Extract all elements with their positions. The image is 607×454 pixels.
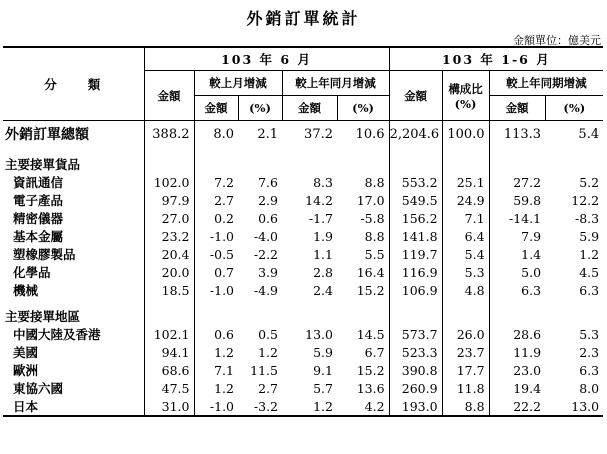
spacer-cell (545, 147, 603, 155)
table-cell: 37.2 (304, 126, 333, 142)
region-row (3, 343, 603, 361)
row-label: 美國 (3, 343, 144, 361)
region-row (3, 397, 603, 416)
table-cell: 14.5 (337, 325, 389, 343)
table-cell: 6.3 (579, 282, 600, 298)
total-row (3, 121, 603, 148)
spacer-cell (194, 147, 238, 155)
table-cell: -1.0 (194, 397, 238, 416)
table-cell: 1.2 (282, 397, 337, 416)
table-cell: 26.0 (442, 325, 489, 343)
table-cell (238, 155, 282, 173)
table-cell (389, 155, 442, 173)
spacer-cell (144, 299, 194, 307)
table-cell: 2.7 (258, 380, 278, 396)
spacer-cell (489, 299, 545, 307)
spacer-row (3, 147, 603, 155)
ytd-amount-header: 金額 (389, 71, 442, 121)
table-cell: 13.0 (305, 326, 333, 342)
table-cell (442, 155, 489, 173)
table-cell: 11.8 (442, 379, 489, 397)
table-cell: 1.4 (521, 246, 542, 262)
table-cell: 5.9 (313, 344, 333, 360)
table-cell: 523.3 (389, 343, 442, 361)
spacer-cell (238, 147, 282, 155)
table-cell: 2,204.6 (389, 121, 442, 148)
row-label: 塑橡膠製品 (3, 245, 144, 263)
row-label: 精密儀器 (3, 209, 144, 227)
row-label: 歐洲 (3, 361, 144, 379)
table-cell: 2.9 (258, 192, 278, 208)
table-cell: 553.2 (389, 173, 442, 191)
table-cell: 1.1 (313, 246, 333, 262)
table-cell: 5.2 (579, 174, 600, 190)
region-row (3, 325, 603, 343)
table-cell: 1.9 (313, 228, 333, 244)
unit-note: 金額單位：億美元 (513, 34, 601, 47)
table-cell: 16.4 (337, 263, 389, 281)
table-cell: 22.2 (489, 397, 545, 416)
spacer-cell (282, 299, 337, 307)
ytd-amount-subheader: 金額 (489, 96, 545, 121)
table-cell: 1.2 (258, 344, 278, 360)
table-cell: 97.9 (144, 191, 194, 209)
spacer-row (3, 299, 603, 307)
spacer-cell (442, 299, 489, 307)
table-cell: 8.0 (213, 126, 234, 142)
table-cell: 5.5 (337, 245, 389, 263)
table-cell: 5.3 (579, 326, 600, 342)
table-cell: 13.6 (337, 379, 389, 397)
spacer-cell (489, 147, 545, 155)
table-cell: -4.9 (253, 282, 278, 298)
table-cell: 8.8 (442, 397, 489, 416)
period1-header: 103 年 6 月 (144, 47, 389, 71)
goods-row (3, 173, 603, 191)
table-cell: -5.8 (337, 209, 389, 227)
table-cell: 28.6 (513, 326, 542, 342)
table-cell: -1.0 (209, 228, 234, 244)
ytd-yoy-header: 較上年同期增減 (489, 71, 603, 96)
table-cell: 20.4 (144, 245, 194, 263)
yoy-amount-subheader: 金額 (282, 96, 337, 121)
table-cell: 106.9 (389, 281, 442, 299)
table-cell: 2.1 (257, 126, 278, 142)
table-cell: -1.0 (209, 282, 234, 298)
table-cell: 59.8 (513, 192, 542, 208)
table-cell: -0.5 (209, 246, 234, 262)
table-cell: 6.7 (337, 343, 389, 361)
table-cell: 1.2 (214, 344, 234, 360)
row-label: 中國大陸及香港 (3, 325, 144, 343)
table-cell: 68.6 (144, 361, 194, 379)
table-cell: 2.8 (313, 264, 333, 280)
yoy-pct-subheader: (%) (337, 96, 389, 121)
table-cell: -1.7 (308, 210, 333, 226)
share-header: 構成比 (%) (442, 71, 489, 121)
table-cell: 5.3 (442, 263, 489, 281)
page-title: 外銷訂單統計 (246, 9, 361, 28)
table-cell: 7.9 (521, 228, 542, 244)
spacer-cell (238, 299, 282, 307)
goods-section-title (3, 155, 603, 173)
table-cell: 25.1 (442, 173, 489, 191)
table-cell: 24.9 (442, 191, 489, 209)
goods-row (3, 281, 603, 299)
table-cell: 2.3 (579, 344, 600, 360)
goods-row (3, 191, 603, 209)
table-cell (337, 155, 389, 173)
mom-amount-subheader: 金額 (194, 96, 238, 121)
table-cell: 94.1 (144, 343, 194, 361)
table-cell: 4.2 (337, 397, 389, 416)
table-cell (489, 155, 545, 173)
spacer-cell (442, 147, 489, 155)
table-cell: 0.5 (258, 326, 278, 342)
table-cell: 7.1 (442, 209, 489, 227)
table-cell: 17.7 (442, 361, 489, 379)
spacer-cell (282, 147, 337, 155)
ytd-pct-subheader: (%) (545, 96, 603, 121)
spacer-cell (3, 147, 144, 155)
table-cell: 0.2 (214, 210, 234, 226)
table-cell: 6.3 (521, 282, 542, 298)
table-cell: 7.6 (258, 174, 278, 190)
row-label: 東協六國 (3, 379, 144, 397)
table-cell: 260.9 (389, 379, 442, 397)
table-cell: 141.8 (389, 227, 442, 245)
table-cell: 11.5 (250, 362, 278, 378)
table-cell: -3.2 (238, 397, 282, 416)
yoy-header: 較上年同月增減 (282, 71, 389, 96)
spacer-cell (545, 299, 603, 307)
table-cell (337, 307, 389, 325)
table-cell: -2.2 (253, 246, 278, 262)
table-cell: 19.4 (513, 380, 542, 396)
period2-header: 103 年 1-6 月 (389, 47, 603, 71)
table-cell: 8.3 (313, 174, 333, 190)
table-cell: 5.0 (521, 264, 542, 280)
table-cell (282, 155, 337, 173)
export-orders-table (3, 46, 603, 417)
row-label: 外銷訂單總額 (3, 121, 144, 148)
table-cell: 1.2 (579, 246, 600, 262)
table-cell (545, 155, 603, 173)
table-cell: 11.9 (513, 344, 542, 360)
spacer-cell (337, 147, 389, 155)
table-cell: 5.4 (578, 126, 600, 142)
row-label: 化學品 (3, 263, 144, 281)
category-header: 分 類 (3, 47, 144, 121)
table-cell: 0.7 (214, 264, 234, 280)
amount-header: 金額 (144, 71, 194, 121)
row-label: 基本金屬 (3, 227, 144, 245)
table-cell: 18.5 (144, 281, 194, 299)
spacer-cell (337, 299, 389, 307)
spacer-cell (389, 299, 442, 307)
table-cell: 2.4 (313, 282, 333, 298)
table-cell (389, 307, 442, 325)
region-row (3, 361, 603, 379)
table-cell (489, 307, 545, 325)
table-cell: 102.1 (144, 325, 194, 343)
table-cell: -8.3 (575, 210, 600, 226)
table-cell: 6.4 (442, 227, 489, 245)
mom-header: 較上月增減 (194, 71, 282, 96)
table-cell (144, 307, 194, 325)
table-cell (194, 155, 238, 173)
table-cell: 23.0 (513, 362, 542, 378)
row-label: 日本 (3, 397, 144, 416)
table-cell: 17.0 (337, 191, 389, 209)
table-cell: 116.9 (389, 263, 442, 281)
table-cell: 3.9 (258, 264, 278, 280)
table-cell: 23.7 (442, 343, 489, 361)
table-cell: 113.3 (503, 126, 542, 142)
table-cell: 4.5 (579, 264, 600, 280)
spacer-cell (3, 299, 144, 307)
table-cell: 7.1 (214, 362, 234, 378)
table-cell: 13.0 (545, 397, 603, 416)
goods-row (3, 209, 603, 227)
table-cell: 12.2 (571, 192, 600, 208)
spacer-cell (194, 299, 238, 307)
regions-section-title (3, 307, 603, 325)
table-cell (144, 155, 194, 173)
table-cell: 6.3 (579, 362, 600, 378)
table-cell: 119.7 (389, 245, 442, 263)
table-cell: 5.7 (313, 380, 333, 396)
table-cell (238, 307, 282, 325)
mom-pct-subheader: (%) (238, 96, 282, 121)
table-cell (545, 307, 603, 325)
table-cell: 2.7 (214, 192, 234, 208)
row-label: 機械 (3, 281, 144, 299)
table-cell: -4.0 (253, 228, 278, 244)
table-cell: 15.2 (337, 361, 389, 379)
table-cell: 100.0 (442, 121, 489, 148)
table-cell: 390.8 (389, 361, 442, 379)
table-cell: 7.2 (214, 174, 234, 190)
table-cell: 9.1 (313, 362, 333, 378)
table-cell (442, 307, 489, 325)
table-cell: 27.0 (144, 209, 194, 227)
row-label: 電子產品 (3, 191, 144, 209)
table-cell: 5.9 (579, 228, 600, 244)
table-cell: 23.2 (144, 227, 194, 245)
table-cell: 20.0 (144, 263, 194, 281)
table-cell: 388.2 (144, 121, 194, 148)
table-cell: 8.8 (337, 227, 389, 245)
table-cell: 549.5 (389, 191, 442, 209)
row-label: 主要接單貨品 (3, 155, 144, 173)
table-cell: 10.6 (337, 121, 389, 148)
table-cell: 15.2 (337, 281, 389, 299)
table-cell: 573.7 (389, 325, 442, 343)
table-cell: 27.2 (513, 174, 542, 190)
table-cell: 0.6 (214, 326, 234, 342)
table-cell: 4.8 (442, 281, 489, 299)
table-cell: 5.4 (442, 245, 489, 263)
table-cell: 0.6 (258, 210, 278, 226)
table-cell: 156.2 (389, 209, 442, 227)
table-cell: 47.5 (144, 379, 194, 397)
table-cell: -14.1 (509, 210, 542, 226)
row-label: 主要接單地區 (3, 307, 144, 325)
goods-row (3, 245, 603, 263)
table-cell: 102.0 (144, 173, 194, 191)
table-cell: 8.0 (579, 380, 600, 396)
table-cell: 14.2 (305, 192, 333, 208)
table-cell: 193.0 (389, 397, 442, 416)
region-row (3, 379, 603, 397)
goods-row (3, 227, 603, 245)
spacer-cell (144, 147, 194, 155)
spacer-cell (389, 147, 442, 155)
table-cell: 8.8 (337, 173, 389, 191)
table-cell (194, 307, 238, 325)
table-cell (282, 307, 337, 325)
goods-row (3, 263, 603, 281)
row-label: 資訊通信 (3, 173, 144, 191)
table-cell: 1.2 (214, 380, 234, 396)
table-cell: 31.0 (144, 397, 194, 416)
